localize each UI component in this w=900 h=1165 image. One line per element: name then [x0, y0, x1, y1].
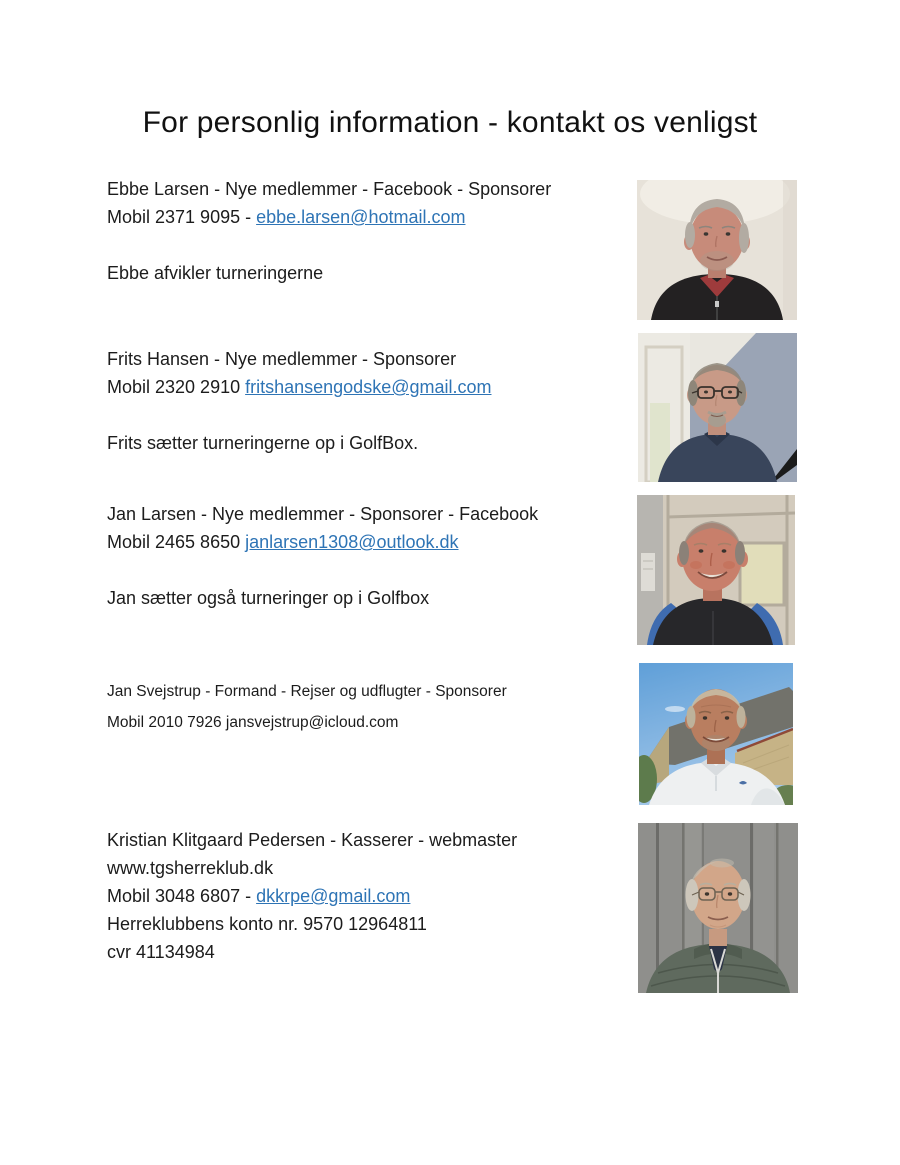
contact-mobile-line [107, 882, 517, 910]
portrait-kristian-klitgaard-pedersen-photo [638, 823, 798, 993]
contact-cvr-line: cvr 41134984 [107, 942, 215, 962]
portrait-jan-larsen-photo [637, 495, 795, 645]
contact-block-ebbe-larsen [107, 175, 551, 287]
contact-name-line: Frits Hansen - Nye medlemmer - Sponsorer [107, 349, 457, 369]
contact-name-line: Kristian Klitgaard Pedersen - Kasserer - webmaster [107, 830, 518, 850]
mobile-text: Mobil 3048 6807 - [107, 886, 257, 906]
contact-note: Jan sætter også turneringer op i Golfbox [107, 588, 430, 608]
contact-block-frits-hansen [107, 345, 492, 457]
mobile-text: Mobil 2371 9095 - [107, 207, 257, 227]
email-link[interactable]: janlarsen1308@outlook.dk [245, 532, 459, 552]
contact-name-line: Ebbe Larsen - Nye medlemmer - Facebook - Sponsorer [107, 179, 552, 199]
contact-block-kristian-klitgaard-pedersen [107, 826, 517, 966]
contact-website-line: www.tgsherreklub.dk [107, 858, 274, 878]
contact-account-line: Herreklubbens konto nr. 9570 12964811 [107, 914, 427, 934]
email-link[interactable]: fritshansengodske@gmail.com [245, 377, 492, 397]
contact-block-jan-larsen [107, 500, 538, 612]
email-link[interactable]: ebbe.larsen@hotmail.com [256, 207, 466, 227]
contact-mobile-line [107, 528, 538, 556]
email-link[interactable]: dkkrpe@gmail.com [256, 886, 411, 906]
page-title: For personlig information - kontakt os venligst [142, 106, 758, 139]
contact-name-line: Jan Svejstrup - Formand - Rejser og udflugter - Sponsorer [107, 683, 507, 700]
contact-note: Frits sætter turneringerne op i GolfBox. [107, 433, 419, 453]
contact-mobile-line [107, 373, 492, 401]
portrait-jan-svejstrup-photo [639, 663, 793, 805]
contact-mobile-line [107, 203, 551, 231]
mobile-text: Mobil 2320 2910 [107, 377, 246, 397]
mobile-text: Mobil 2465 8650 [107, 532, 246, 552]
portrait-frits-hansen-photo [638, 333, 797, 482]
contact-note: Ebbe afvikler turneringerne [107, 263, 324, 283]
portrait-ebbe-larsen-photo [637, 180, 797, 320]
contact-name-line: Jan Larsen - Nye medlemmer - Sponsorer - Facebook [107, 504, 539, 524]
contact-block-jan-svejstrup [107, 676, 507, 738]
contact-mobile-line: Mobil 2010 7926 jansvejstrup@icloud.com [107, 714, 399, 731]
